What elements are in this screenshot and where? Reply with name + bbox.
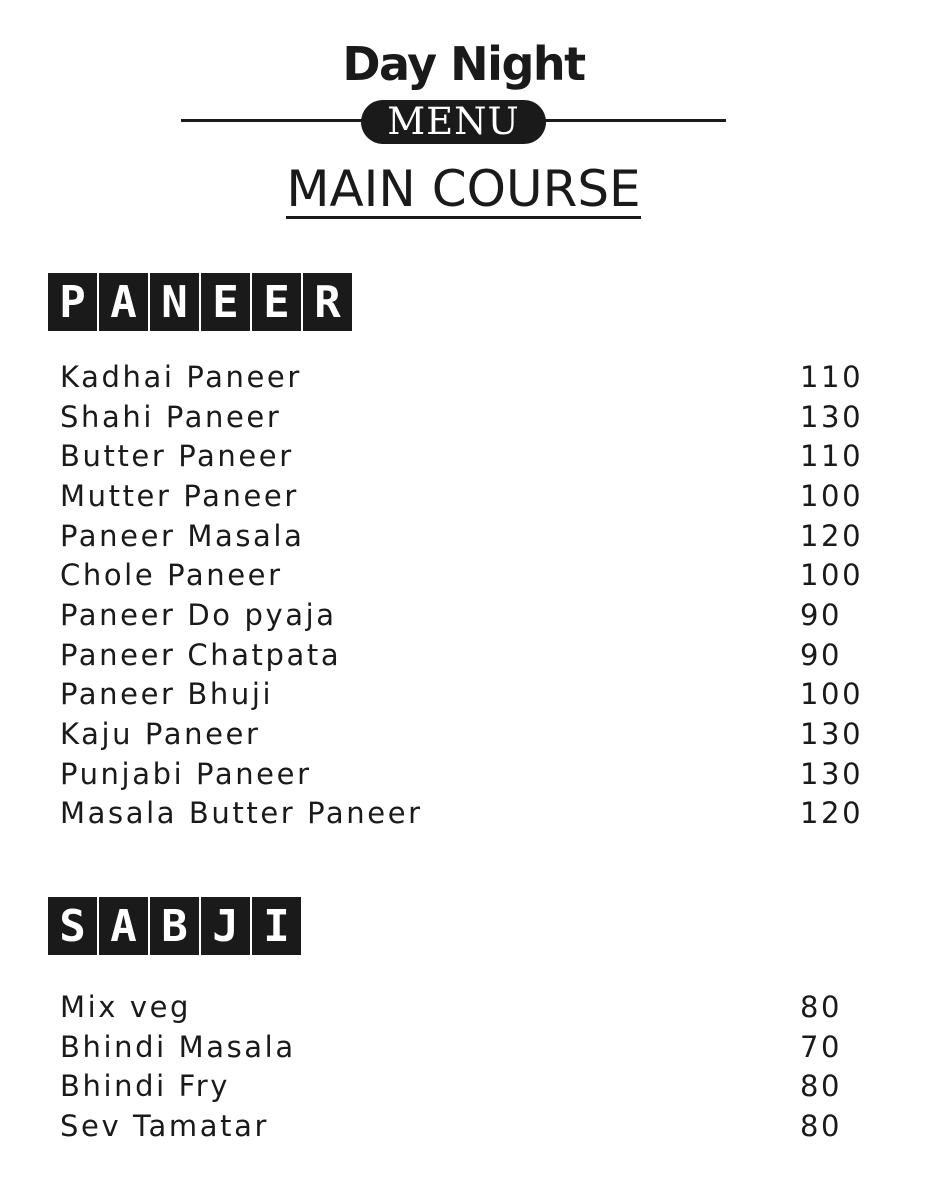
menu-item-name: Mutter Paneer: [60, 478, 299, 513]
menu-item-name: Kadhai Paneer: [60, 359, 302, 394]
menu-item: [60, 987, 860, 1027]
menu-item: [60, 595, 860, 635]
menu-item: [60, 397, 864, 437]
menu-item-name: Paneer Chatpata: [60, 637, 342, 672]
menu-item: [60, 516, 864, 556]
menu-item-price: 110: [800, 359, 864, 394]
menu-item-price: 100: [800, 558, 864, 593]
category-title-paneer: [48, 273, 352, 331]
menu-item-name: Shahi Paneer: [60, 399, 282, 434]
menu-divider-right: [540, 119, 726, 122]
brand-name: Day Night: [342, 37, 585, 91]
menu-item-price: 80: [800, 1069, 843, 1104]
menu-item: [60, 476, 864, 516]
title-letter-tile: P: [48, 273, 97, 331]
menu-item-price: 120: [800, 796, 864, 831]
menu-item-name: Bhindi Fry: [60, 1069, 231, 1104]
menu-item: [60, 1027, 860, 1067]
title-letter-tile: B: [150, 897, 199, 955]
menu-item-name: Mix veg: [60, 989, 192, 1024]
title-letter-tile: E: [252, 273, 301, 331]
title-letter-tile: R: [303, 273, 352, 331]
menu-item-price: 130: [800, 399, 864, 434]
menu-item-price: 90: [800, 637, 843, 672]
page-title: [0, 158, 927, 220]
category-items-paneer: [60, 357, 864, 833]
title-letter-tile: A: [99, 273, 148, 331]
title-letter-tile: J: [201, 897, 250, 955]
menu-item-price: 100: [800, 478, 864, 513]
menu-item-name: Paneer Masala: [60, 518, 305, 553]
title-letter-tile: N: [150, 273, 199, 331]
page-title-text: MAIN COURSE: [286, 160, 641, 218]
menu-item-price: 130: [800, 756, 864, 791]
title-letter-tile: E: [201, 273, 250, 331]
menu-item: [60, 754, 864, 794]
menu-item-name: Chole Paneer: [60, 558, 283, 593]
menu-item: [60, 635, 860, 675]
menu-item-name: Bhindi Masala: [60, 1029, 296, 1064]
menu-item-name: Paneer Bhuji: [60, 677, 274, 712]
menu-item-price: 100: [800, 677, 864, 712]
menu-divider-left: [181, 119, 371, 122]
menu-item-price: 80: [800, 989, 843, 1024]
menu-item-name: Paneer Do pyaja: [60, 597, 337, 632]
menu-item: [60, 714, 864, 754]
menu-item-name: Kaju Paneer: [60, 717, 261, 752]
title-letter-tile: S: [48, 897, 97, 955]
title-letter-tile: I: [252, 897, 301, 955]
menu-item-name: Sev Tamatar: [60, 1108, 270, 1143]
menu-item: [60, 436, 864, 476]
category-title-sabji: [48, 897, 301, 955]
menu-item-price: 80: [800, 1108, 843, 1143]
title-letter-tile: A: [99, 897, 148, 955]
menu-item-name: Masala Butter Paneer: [60, 796, 423, 831]
menu-item-price: 70: [800, 1029, 843, 1064]
menu-item: [60, 794, 864, 834]
menu-label: MENU: [361, 100, 546, 144]
menu-item: [60, 675, 864, 715]
menu-item: [60, 357, 864, 397]
menu-item-name: Butter Paneer: [60, 439, 294, 474]
menu-item: [60, 1106, 860, 1146]
menu-item-price: 130: [800, 717, 864, 752]
menu-item-name: Punjabi Paneer: [60, 756, 312, 791]
category-items-sabji: [60, 987, 860, 1146]
menu-item-price: 90: [800, 597, 843, 632]
menu-item-price: 120: [800, 518, 864, 553]
menu-item: [60, 1066, 860, 1106]
menu-item: [60, 555, 864, 595]
menu-item-price: 110: [800, 439, 864, 474]
